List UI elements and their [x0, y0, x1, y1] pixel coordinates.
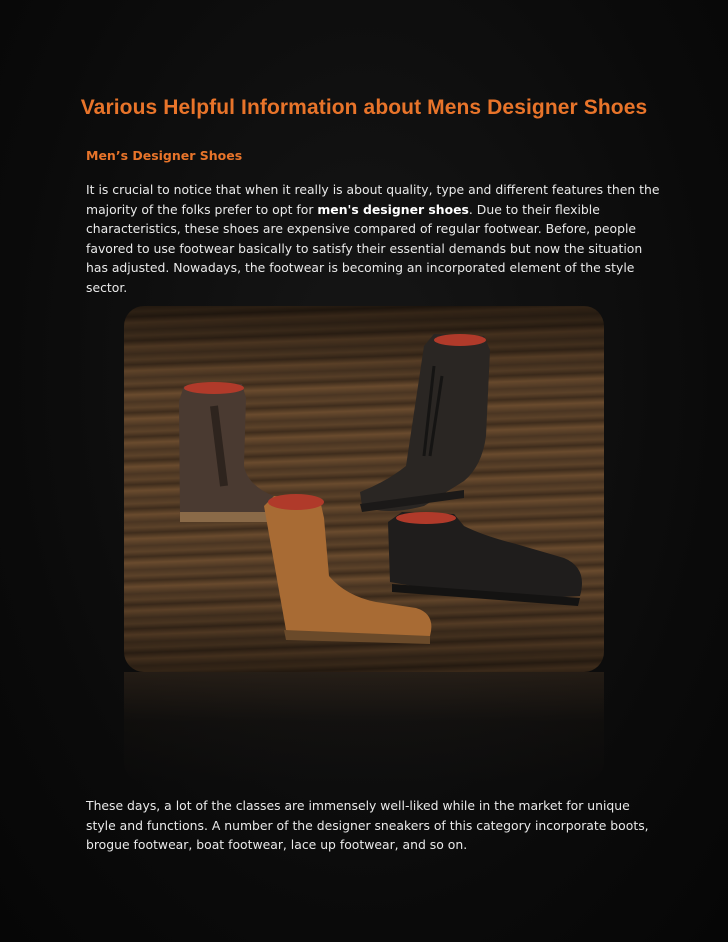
intro-text-end: . Due to their flexible characteristics, these shoes are expensive compared of regular footwear. Before, people favored to use footwear basically to satisfy their essential demands but now the situation has adjusted. Nowadays, the footwear is becoming an incorporated element of the style sector. — [86, 201, 643, 295]
brogue-shoe — [388, 512, 582, 606]
shoes-photo — [124, 306, 604, 672]
photo-reflection — [124, 672, 604, 782]
page-title: Various Helpful Information about Mens Designer Shoes — [80, 96, 648, 119]
intro-paragraph — [86, 180, 661, 298]
lace-up-boot — [360, 334, 490, 512]
intro-text-start: It is crucial to notice that when it really is about quality, type and different features then the majority of the folks prefer to opt for — [86, 182, 660, 217]
section-heading: Men’s Designer Shoes — [86, 148, 243, 163]
closing-paragraph: These days, a lot of the classes are immensely well-liked while in the market for unique style and functions. A number of the designer sneakers of this category incorporate boots, brogue footwear, boat footwear, lace up footwear, and so on. — [86, 798, 649, 853]
shoes-illustration — [124, 306, 604, 672]
keyword-bold: men's designer shoes — [317, 201, 469, 217]
